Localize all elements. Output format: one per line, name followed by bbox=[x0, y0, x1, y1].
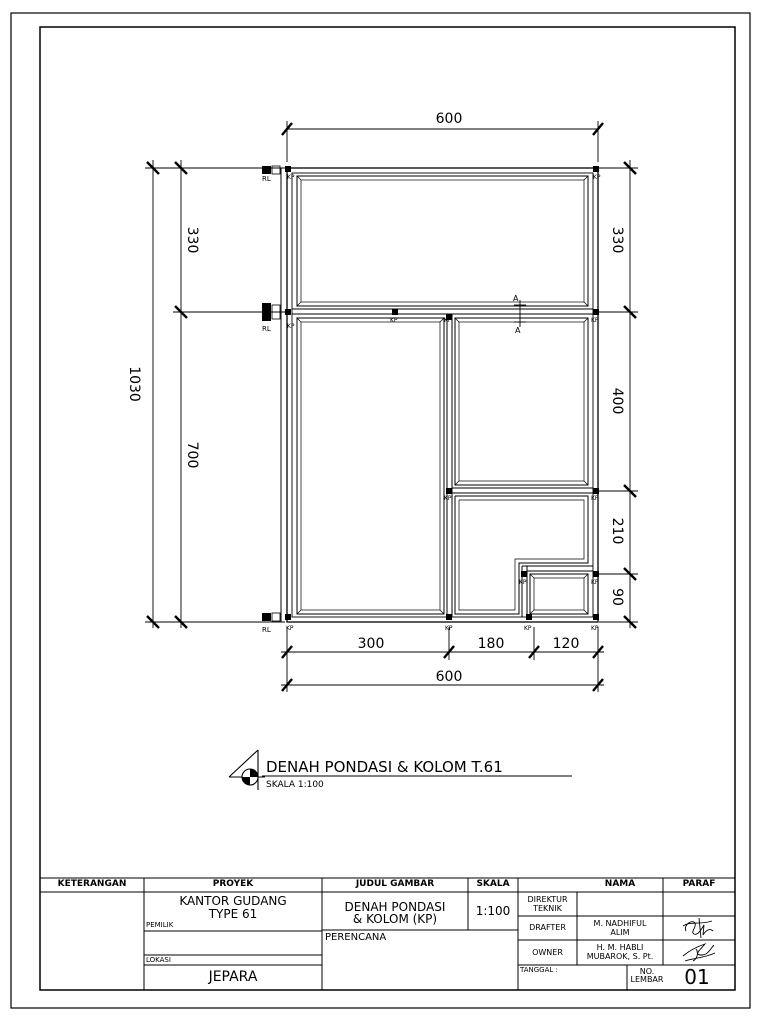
sheet-outer-border bbox=[11, 13, 750, 1008]
role-tanggal: TANGGAL : bbox=[520, 966, 558, 974]
rl-block-bottom-outline bbox=[272, 613, 280, 621]
outer-wall-inner-line bbox=[292, 173, 593, 617]
lokasi-label: LOKASI bbox=[146, 956, 171, 964]
perencana-label: PERENCANA bbox=[325, 932, 387, 943]
dim-text-right-seg-3: 210 bbox=[609, 517, 625, 545]
header-paraf: PARAF bbox=[682, 879, 716, 889]
room-right-middle-inner bbox=[459, 322, 584, 481]
owner-name-line-1: H. M. HABLI bbox=[596, 943, 644, 952]
ring-beam-markers bbox=[262, 166, 280, 634]
owner-name-line-2: MUBAROK, S. Pt. bbox=[586, 952, 654, 961]
header-nama: NAMA bbox=[604, 879, 636, 889]
kp-label: KP bbox=[519, 579, 527, 586]
kp-label: KP bbox=[287, 174, 295, 181]
room-rm-corner-se bbox=[584, 481, 588, 485]
dim-text-left-seg-1: 330 bbox=[184, 226, 200, 254]
room-left-outline bbox=[297, 318, 444, 614]
kp-label: KP bbox=[445, 625, 453, 632]
no-lembar-value: 01 bbox=[684, 965, 710, 989]
room-small-outline bbox=[530, 574, 588, 614]
role-drafter: DRAFTER bbox=[529, 923, 566, 932]
role-owner: OWNER bbox=[532, 948, 563, 957]
room-left-corner-sw bbox=[297, 610, 301, 614]
kp-label: KP bbox=[444, 495, 452, 502]
kp-column bbox=[285, 614, 291, 620]
judul-gambar-line-2: & KOLOM (KP) bbox=[352, 912, 438, 926]
drawing-title-block bbox=[229, 750, 572, 790]
rl-block-top bbox=[262, 166, 271, 174]
rl-block-bottom bbox=[262, 613, 271, 621]
room-rm-corner-nw bbox=[455, 318, 459, 322]
kp-column bbox=[593, 166, 599, 172]
room-rm-corner-ne bbox=[584, 318, 588, 322]
dim-text-bottom-total: 600 bbox=[435, 669, 463, 685]
judul-gambar-line-1: DENAH PONDASI bbox=[344, 900, 446, 914]
kp-column bbox=[526, 614, 532, 620]
room-small-corner-ne bbox=[584, 574, 588, 578]
drafter-name-line-1: M. NADHIFUL bbox=[593, 919, 647, 928]
room-small-corner-nw bbox=[530, 574, 534, 578]
rl-label-top: RL bbox=[262, 175, 271, 183]
north-target-icon bbox=[229, 750, 265, 790]
floor-plan bbox=[281, 168, 598, 622]
dim-text-left-total: 1030 bbox=[126, 366, 142, 402]
role-direktur-line-1: DIREKTUR bbox=[527, 895, 568, 904]
header-proyek: PROYEK bbox=[212, 879, 254, 889]
kp-label: KP bbox=[286, 625, 294, 632]
skala-value: 1:100 bbox=[475, 904, 511, 918]
room-small-corner-se bbox=[584, 610, 588, 614]
kp-label: KP bbox=[444, 317, 452, 324]
drawing-scale: SKALA 1:100 bbox=[266, 780, 324, 790]
kp-column bbox=[446, 614, 452, 620]
section-label-bottom: A bbox=[515, 326, 521, 335]
signature-owner bbox=[683, 944, 715, 961]
rl-block-top-outline bbox=[272, 166, 280, 174]
room-small-inner bbox=[534, 578, 584, 610]
dim-text-bottom-seg-3: 120 bbox=[552, 636, 580, 652]
kp-column bbox=[446, 488, 452, 494]
section-label-top: A bbox=[513, 294, 519, 303]
dim-text-right-seg-1: 330 bbox=[609, 226, 625, 254]
kp-label: KP bbox=[591, 579, 599, 586]
role-direktur-line-2: TEKNIK bbox=[533, 904, 562, 913]
room-top-corner-ne bbox=[584, 176, 588, 180]
drawing-title: DENAH PONDASI & KOLOM T.61 bbox=[266, 758, 503, 776]
kp-columns bbox=[285, 166, 601, 632]
kp-column bbox=[593, 571, 599, 577]
kp-column bbox=[521, 571, 527, 577]
header-keterangan: KETERANGAN bbox=[57, 879, 127, 889]
header-judul-gambar: JUDUL GAMBAR bbox=[355, 879, 435, 889]
no-lembar-label-line-1: NO. bbox=[639, 967, 655, 976]
kp-column bbox=[285, 309, 291, 315]
kp-label: KP bbox=[390, 317, 398, 324]
room-top-corner-sw bbox=[297, 302, 301, 306]
dim-text-bottom-seg-2: 180 bbox=[477, 636, 505, 652]
no-lembar-label-line-2: LEMBAR bbox=[630, 975, 664, 984]
outer-wall-outline bbox=[287, 168, 598, 622]
dim-text-top-total: 600 bbox=[435, 111, 463, 127]
room-left-corner-nw bbox=[297, 318, 301, 322]
room-top-outline bbox=[297, 176, 588, 306]
kp-label: KP bbox=[591, 495, 599, 502]
room-small-corner-sw bbox=[530, 610, 534, 614]
dimension-texts bbox=[126, 111, 625, 685]
dim-text-right-seg-2: 400 bbox=[609, 387, 625, 415]
dim-text-left-seg-2: 700 bbox=[184, 441, 200, 469]
sheet-inner-border bbox=[40, 27, 735, 990]
dimension-lines bbox=[145, 121, 638, 692]
kp-column bbox=[593, 614, 599, 620]
rl-label-bottom: RL bbox=[262, 626, 271, 634]
signature-drafter bbox=[683, 918, 713, 938]
kp-column bbox=[285, 166, 291, 172]
room-left-corner-se bbox=[440, 610, 444, 614]
kp-column bbox=[392, 309, 398, 315]
kp-column bbox=[593, 309, 599, 315]
room-top-inner bbox=[301, 180, 584, 302]
kp-label: KP bbox=[591, 317, 599, 324]
header-skala: SKALA bbox=[476, 879, 510, 889]
kp-label: KP bbox=[593, 174, 601, 181]
room-left-inner bbox=[301, 322, 440, 610]
dim-text-right-seg-4: 90 bbox=[609, 588, 625, 606]
project-name-line-1: KANTOR GUDANG bbox=[179, 894, 287, 908]
dim-text-bottom-seg-1: 300 bbox=[357, 636, 385, 652]
kp-label: KP bbox=[524, 625, 532, 632]
kp-label: KP bbox=[287, 323, 295, 330]
lokasi-value: JEPARA bbox=[208, 969, 258, 985]
room-top-corner-nw bbox=[297, 176, 301, 180]
room-rm-corner-sw bbox=[455, 481, 459, 485]
pemilik-label: PEMILIK bbox=[146, 921, 174, 929]
drafter-name-line-2: ALIM bbox=[610, 928, 630, 937]
rl-label-middle: RL bbox=[262, 325, 271, 333]
room-top-corner-se bbox=[584, 302, 588, 306]
kp-label: KP bbox=[591, 625, 599, 632]
room-right-middle-outline bbox=[455, 318, 588, 485]
kp-column bbox=[593, 488, 599, 494]
project-name-line-2: TYPE 61 bbox=[208, 907, 258, 921]
